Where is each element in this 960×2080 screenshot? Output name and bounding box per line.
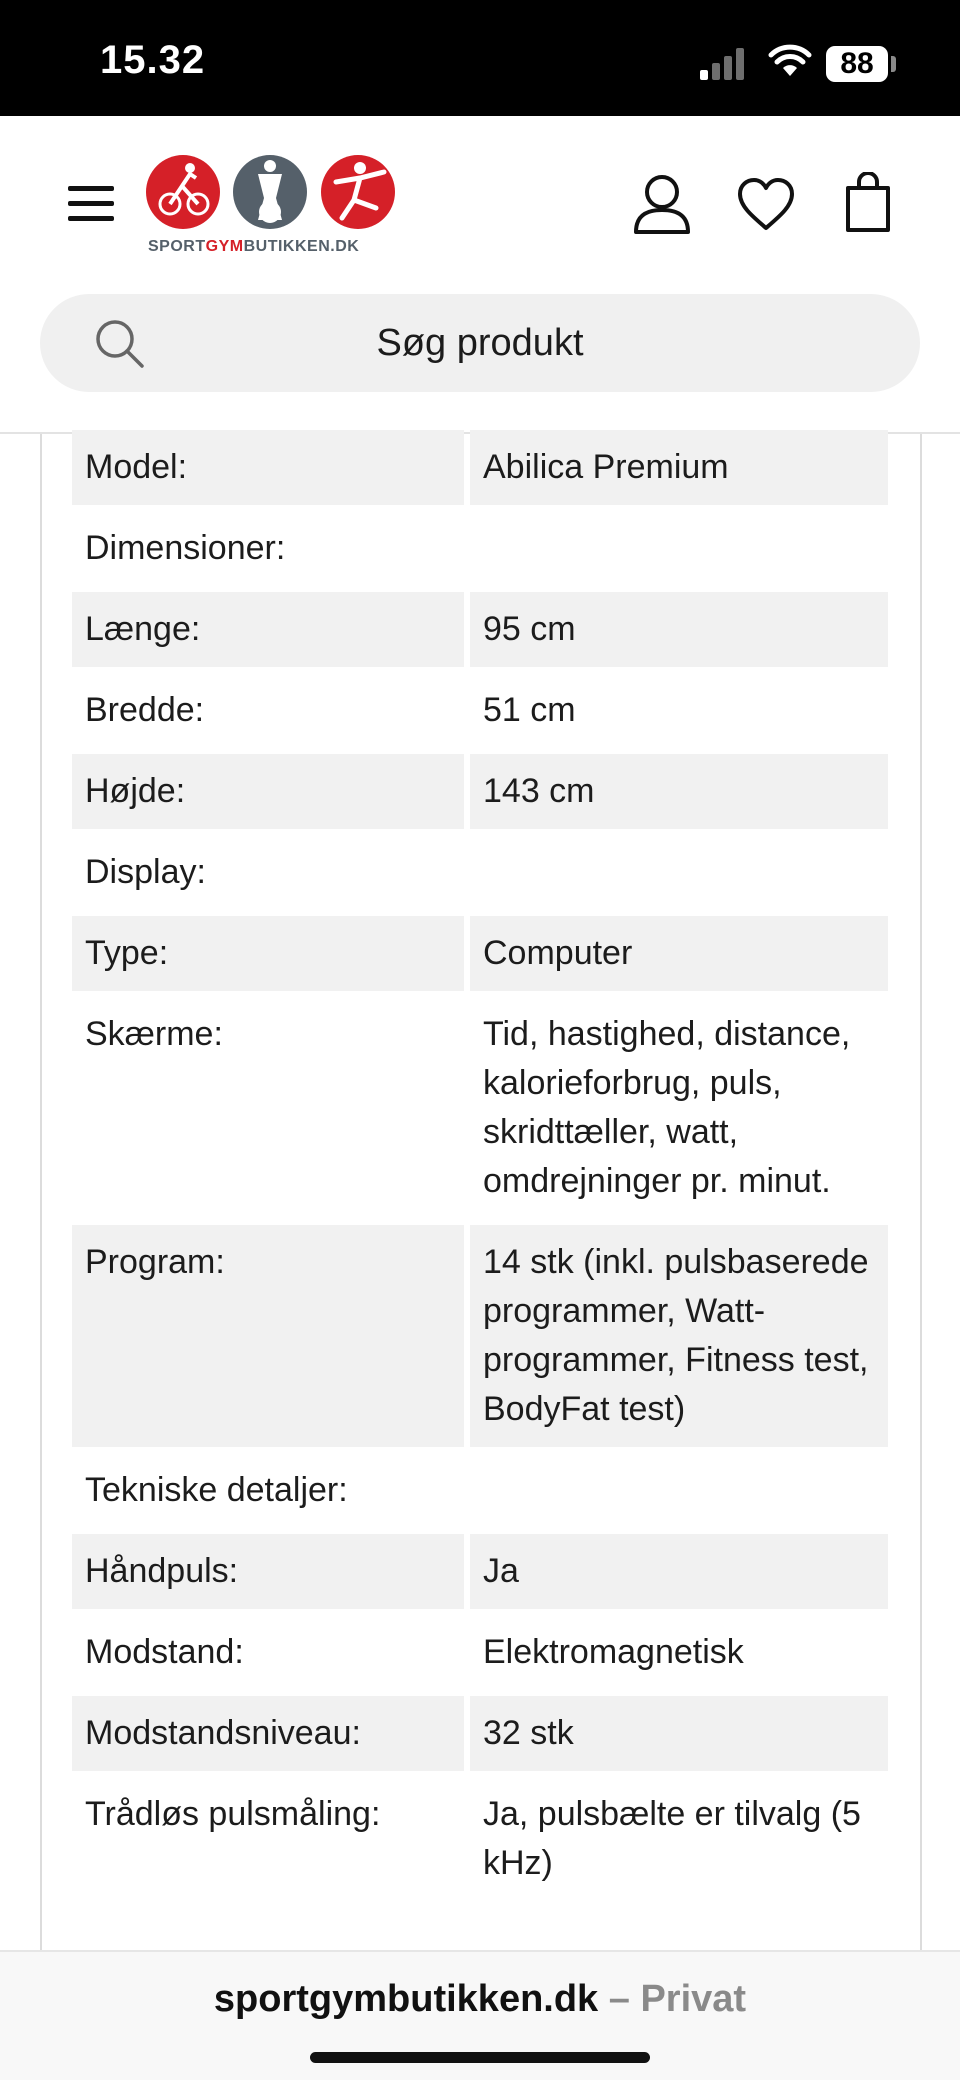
spec-value: Computer xyxy=(470,916,888,991)
spec-section-heading: Display: xyxy=(85,853,206,891)
site-logo[interactable] xyxy=(146,152,396,272)
spec-label: Længe: xyxy=(72,592,464,667)
signal-icon xyxy=(700,48,748,80)
spec-section-row xyxy=(72,511,888,586)
shopping-bag-icon[interactable] xyxy=(844,172,892,234)
spec-row xyxy=(72,754,888,829)
address-domain[interactable]: sportgymbutikken.dk – Privat xyxy=(213,1978,747,2020)
search-input[interactable]: Søg produkt xyxy=(376,322,584,364)
site-header xyxy=(0,116,960,434)
spec-row xyxy=(72,916,888,991)
logo-emblem-icon xyxy=(146,152,396,236)
spec-label: Trådløs pulsmåling: xyxy=(85,1795,381,1833)
spec-label: Håndpuls: xyxy=(72,1534,464,1609)
specifications-table xyxy=(72,430,888,1907)
spec-section-row xyxy=(72,835,888,910)
spec-label: Modstand: xyxy=(85,1633,244,1671)
heart-icon[interactable] xyxy=(736,176,796,232)
wifi-icon xyxy=(768,44,812,78)
spec-value: 143 cm xyxy=(470,754,888,829)
spec-value: 32 stk xyxy=(470,1696,888,1771)
spec-value: Tid, hastighed, distance, kalorieforbrug, puls, skridttæller, watt, omdrejninger pr. minut. xyxy=(483,1015,851,1200)
spec-row xyxy=(72,430,888,505)
spec-value: 95 cm xyxy=(470,592,888,667)
logo-wordmark: SPORTGYMBUTIKKEN.DK xyxy=(148,238,360,255)
spec-row xyxy=(72,1615,888,1690)
spec-value: Elektromagnetisk xyxy=(483,1633,744,1671)
status-time: 15.32 xyxy=(100,38,206,82)
spec-row xyxy=(72,997,888,1219)
spec-label: Program: xyxy=(72,1225,464,1447)
spec-value: Ja, pulsbælte er tilvalg (5 kHz) xyxy=(483,1795,861,1882)
account-icon[interactable] xyxy=(632,172,692,236)
spec-value: 14 stk (inkl. pulsbaserede programmer, Watt-programmer, Fitness test, BodyFat test) xyxy=(470,1225,888,1447)
spec-row xyxy=(72,592,888,667)
spec-section-heading: Dimensioner: xyxy=(85,529,286,567)
battery-tip xyxy=(891,56,896,72)
home-indicator[interactable] xyxy=(310,2052,650,2063)
spec-value: Abilica Premium xyxy=(470,430,888,505)
spec-label: Type: xyxy=(72,916,464,991)
status-bar xyxy=(0,0,960,116)
search-icon[interactable] xyxy=(94,318,146,370)
browser-address-bar[interactable] xyxy=(0,1950,960,2080)
spec-row xyxy=(72,1696,888,1771)
spec-section-row xyxy=(72,1453,888,1528)
spec-label: Skærme: xyxy=(85,1015,223,1053)
spec-row xyxy=(72,1534,888,1609)
spec-label: Modstandsniveau: xyxy=(72,1696,464,1771)
hamburger-menu-icon[interactable] xyxy=(64,180,120,228)
spec-label: Bredde: xyxy=(85,691,205,729)
spec-label: Højde: xyxy=(72,754,464,829)
spec-section-heading: Tekniske detaljer: xyxy=(85,1471,348,1509)
spec-value: Ja xyxy=(470,1534,888,1609)
spec-row xyxy=(72,673,888,748)
search-bar[interactable] xyxy=(40,294,920,392)
spec-label: Model: xyxy=(72,430,464,505)
spec-value: 51 cm xyxy=(483,691,576,729)
battery-icon: 88 xyxy=(826,46,888,82)
spec-row xyxy=(72,1225,888,1447)
spec-row xyxy=(72,1777,888,1901)
